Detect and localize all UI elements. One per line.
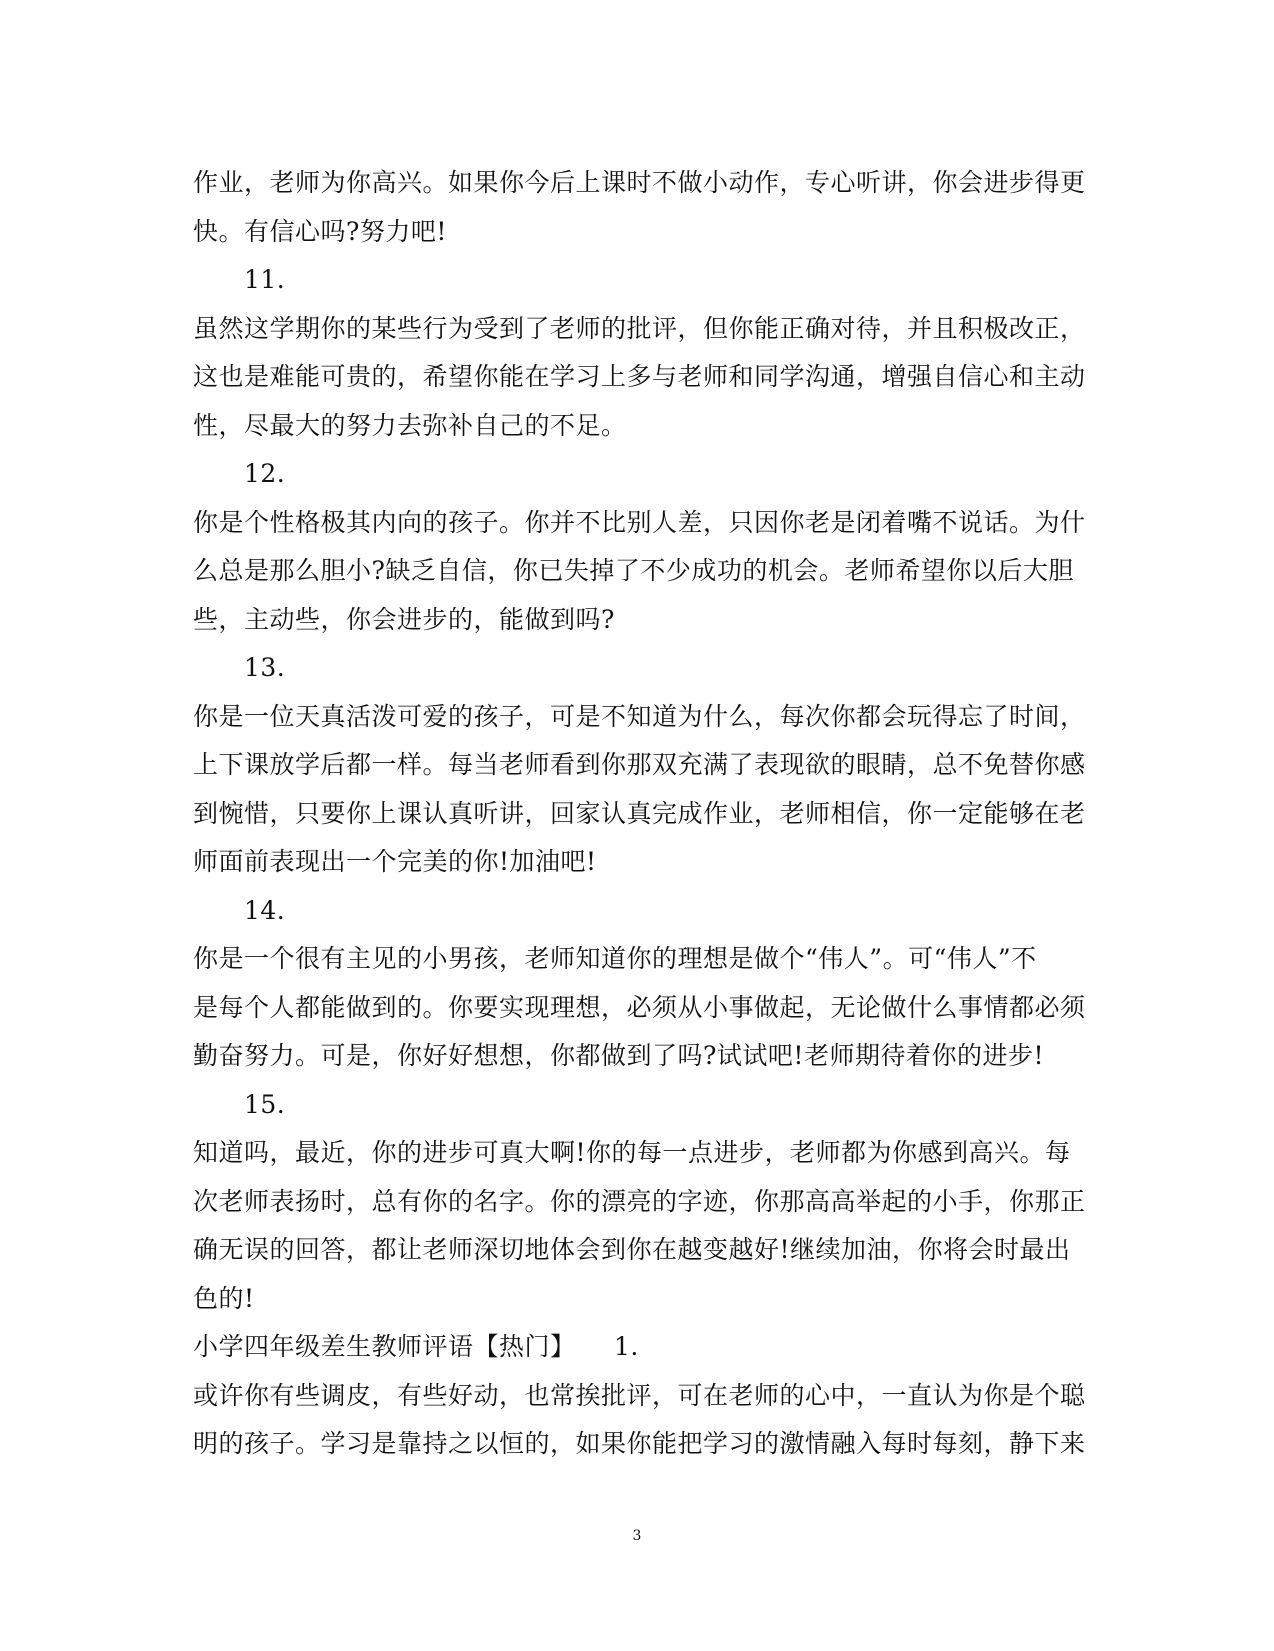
text-line: 些，主动些，你会进步的，能做到吗? <box>193 604 615 634</box>
text-line: 色的! <box>193 1283 255 1313</box>
text-line: 到惋惜，只要你上课认真听讲，回家认真完成作业，老师相信，你一定能够在老 <box>193 798 1086 828</box>
text-line: 作业，老师为你高兴。如果你今后上课时不做小动作，专心听讲，你会进步得更 <box>193 168 1086 197</box>
item-number: 15. <box>244 1089 286 1119</box>
text-line: 你是一个很有主见的小男孩，老师知道你的理想是做个“伟人”。可“伟人”不 <box>193 944 1037 973</box>
text-line: 师面前表现出一个完美的你!加油吧! <box>193 847 597 876</box>
text-line: 勤奋努力。可是，你好好想想，你都做到了吗?试试吧!老师期待着你的进步! <box>193 1041 1044 1070</box>
text-line: 这也是难能可贵的，希望你能在学习上多与老师和同学沟通，增强自信心和主动 <box>193 362 1086 391</box>
text-line: 虽然这学期你的某些行为受到了老师的批评，但你能正确对待，并且积极改正， <box>193 313 1086 343</box>
item-number: 14. <box>244 895 286 925</box>
text-line: 上下课放学后都一样。每当老师看到你那双充满了表现欲的眼睛，总不免替你感 <box>193 750 1086 779</box>
page-content <box>193 159 1086 1469</box>
text-line: 或许你有些调皮，有些好动，也常挨批评，可在老师的心中，一直认为你是个聪 <box>193 1380 1086 1410</box>
text-line: 知道吗，最近，你的进步可真大啊!你的每一点进步，老师都为你感到高兴。每 <box>193 1138 1071 1167</box>
text-line: 次老师表扬时，总有你的名字。你的漂亮的字迹，你那高高举起的小手，你那正 <box>193 1186 1086 1216</box>
section-heading: 小学四年级差生教师评语【热门】 1. <box>193 1332 639 1361</box>
item-number: 11. <box>244 265 286 294</box>
text-line: 是每个人都能做到的。你要实现理想，必须从小事做起，无论做什么事情都必须 <box>193 992 1086 1022</box>
page-number: 3 <box>632 1528 642 1544</box>
item-number: 13. <box>244 653 286 682</box>
text-line: 么总是那么胆小?缺乏自信，你已失掉了不少成功的机会。老师希望你以后大胆 <box>193 556 1074 585</box>
item-number: 12. <box>244 459 286 488</box>
text-line: 性，尽最大的努力去弥补自己的不足。 <box>193 410 627 440</box>
text-line: 确无误的回答，都让老师深切地体会到你在越变越好!继续加油，你将会时最出 <box>193 1235 1071 1264</box>
text-line: 你是个性格极其内向的孩子。你并不比别人差，只因你老是闭着嘴不说话。为什 <box>193 507 1086 537</box>
text-line: 你是一位天真活泼可爱的孩子，可是不知道为什么，每次你都会玩得忘了时间， <box>193 701 1086 731</box>
text-line: 明的孩子。学习是靠持之以恒的，如果你能把学习的激情融入每时每刻，静下来 <box>193 1429 1086 1458</box>
text-line: 快。有信心吗?努力吧! <box>193 216 447 246</box>
